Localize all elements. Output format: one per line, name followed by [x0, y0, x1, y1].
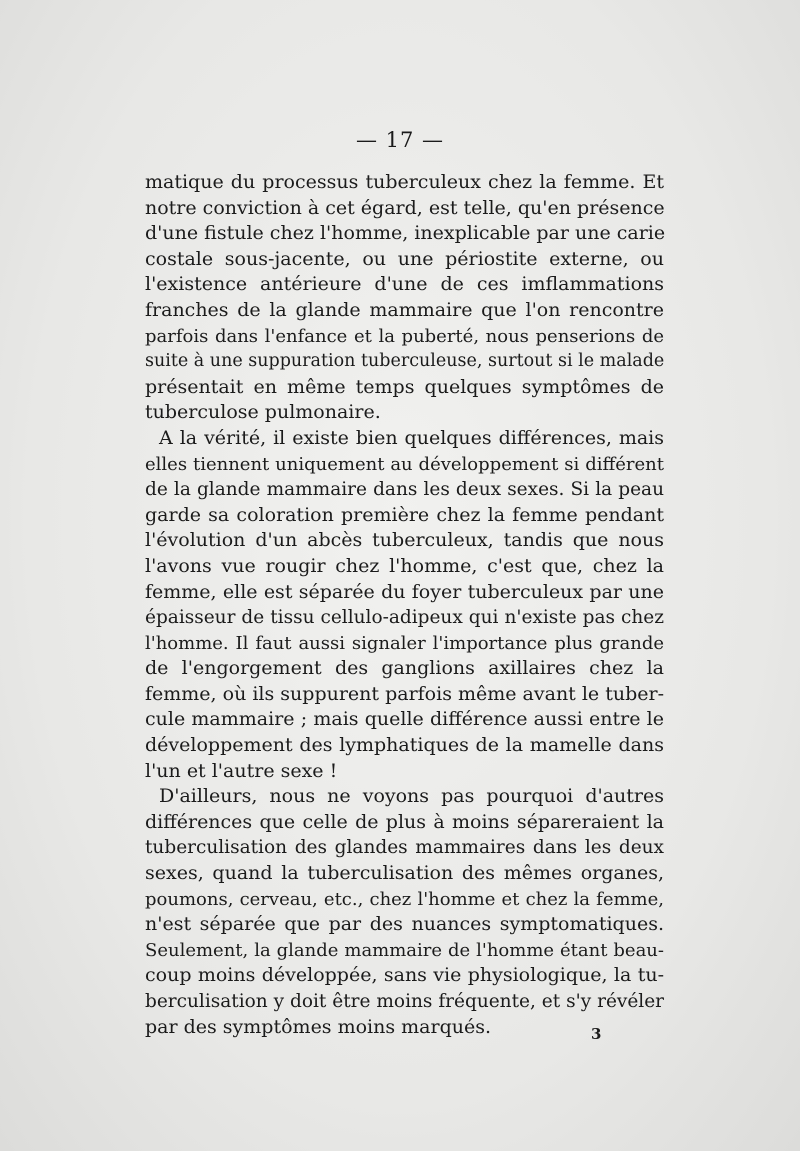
text-line: coup moins développée, sans vie physiologique, la tu- — [145, 964, 664, 987]
text-line: développement des lymphatiques de la mamelle dans — [145, 734, 664, 757]
text-line: franches de la glande mammaire que l'on rencontre — [145, 298, 664, 321]
text-line: matique du processus tuberculeux chez la femme. Et — [145, 171, 664, 193]
text-line: tuberculisation des glandes mammaires dans les deux — [145, 837, 664, 859]
page-number: — 17 — — [355, 128, 445, 152]
text-line: de l'engorgement des ganglions axillaires chez la — [145, 657, 664, 680]
text-line: garde sa coloration première chez la femme pendant — [145, 503, 664, 526]
text-line: D'ailleurs, nous ne voyons pas pourquoi d'autres — [159, 785, 664, 808]
text-line: par des symptômes moins marqués. — [145, 1015, 492, 1038]
text-line: berculisation y doit être moins fréquente, et s'y révéler — [145, 991, 664, 1012]
body-text — [145, 170, 664, 1040]
text-line: tuberculose pulmonaire. — [145, 401, 381, 424]
text-line: cule mammaire ; mais quelle différence aussi entre le — [145, 708, 664, 731]
text-line: épaisseur de tissu cellulo-adipeux qui n'existe pas chez — [145, 607, 664, 629]
text-line: Seulement, la glande mammaire de l'homme étant beau- — [145, 939, 664, 961]
text-line: parfois dans l'enfance et la puberté, nous penserions de — [145, 325, 664, 347]
text-line: costale sous-jacente, ou une périostite externe, ou — [145, 247, 664, 270]
text-line: femme, elle est séparée du foyer tuberculeux par une — [145, 580, 664, 603]
text-line: A la vérité, il existe bien quelques différences, mais — [159, 426, 664, 449]
text-line: de la glande mammaire dans les deux sexes. Si la peau — [145, 479, 664, 501]
text-line: différences que celle de plus à moins sépareraient la — [145, 810, 664, 833]
text-line: présentait en même temps quelques symptômes de — [145, 375, 664, 398]
text-line: poumons, cerveau, etc., chez l'homme et chez la femme, — [145, 888, 664, 910]
text-line: d'une fistule chez l'homme, inexplicable par une carie — [145, 222, 666, 245]
text-line: l'un et l'autre sexe ! — [145, 759, 338, 782]
text-line: l'évolution d'un abcès tuberculeux, tandis que nous — [145, 529, 664, 552]
text-line: suite à une suppuration tuberculeuse, surtout si le malade — [145, 351, 665, 372]
text-line: l'existence antérieure d'une de ces imflammations — [145, 273, 664, 296]
text-line: femme, où ils suppurent parfois même avant le tuber- — [145, 682, 664, 705]
text-line: l'avons vue rougir chez l'homme, c'est que, chez la — [145, 554, 664, 577]
text-line: l'homme. Il faut aussi signaler l'importance plus grande — [145, 632, 664, 654]
signature-mark: 3 — [591, 1025, 602, 1043]
text-line: elles tiennent uniquement au développement si différent — [145, 453, 664, 475]
text-line: n'est séparée que par des nuances symptomatiques. — [145, 913, 664, 936]
text-line: sexes, quand la tuberculisation des mêmes organes, — [145, 862, 664, 885]
text-line: notre conviction à cet égard, est telle, qu'en présence — [145, 196, 665, 219]
